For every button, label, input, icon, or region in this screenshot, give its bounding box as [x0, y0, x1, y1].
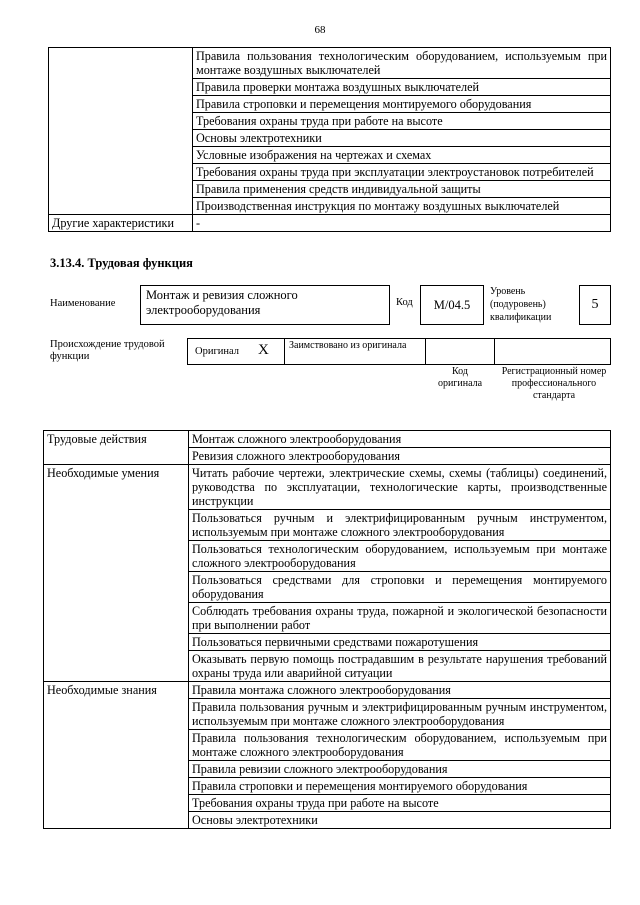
section-item: Пользоваться ручным и электрифицированным ручным инструментом, используемым при монтаже сложного электрооборудования	[189, 510, 611, 541]
original-mark: X	[258, 342, 269, 358]
section-item: Читать рабочие чертежи, электрические схемы, схемы (таблицы) соединений, руководства по эксплуатации, технологические карты, производственные инструкции	[189, 465, 611, 510]
empty-label-cell	[49, 48, 193, 215]
code-value-box	[420, 285, 484, 325]
other-characteristics-label: Другие характеристики	[49, 215, 193, 232]
code-original-caption: Код оригинала	[437, 366, 483, 389]
section-title: 3.13.4. Трудовая функция	[50, 256, 193, 270]
table-row	[44, 465, 611, 510]
name-label: Наименование	[50, 298, 116, 309]
section-item: Ревизия сложного электрооборудования	[189, 448, 611, 465]
section-item: Пользоваться технологическим оборудованием, используемым при монтаже сложного электрооборудования	[189, 541, 611, 572]
level-value-box	[579, 285, 611, 325]
table-row	[49, 48, 611, 79]
page-number: 68	[314, 24, 326, 36]
section-item: Монтаж сложного электрооборудования	[189, 431, 611, 448]
section-item: Требования охраны труда при работе на высоте	[189, 795, 611, 812]
knowledge-item: Условные изображения на чертежах и схемах	[193, 147, 611, 164]
table-row	[44, 431, 611, 448]
origin-boxes	[187, 338, 611, 365]
section-item: Оказывать первую помощь пострадавшим в результате нарушения требований охраны труда или аварийной ситуации	[189, 651, 611, 682]
other-characteristics-value: -	[193, 215, 611, 232]
function-code: M/04.5	[433, 298, 471, 312]
section-label: Необходимые умения	[44, 465, 189, 682]
knowledge-item: Производственная инструкция по монтажу воздушных выключателей	[193, 198, 611, 215]
code-label: Код	[396, 297, 413, 308]
section-item: Правила пользования ручным и электрифицированным ручным инструментом, используемым при монтаже сложного электрооборудования	[189, 699, 611, 730]
origin-label: Происхождение трудовой функции	[50, 339, 165, 362]
section-label: Трудовые действия	[44, 431, 189, 465]
section-item: Основы электротехники	[189, 812, 611, 829]
knowledge-item: Правила проверки монтажа воздушных выключателей	[193, 79, 611, 96]
function-name: Монтаж и ревизия сложного электрооборудования	[146, 288, 298, 317]
function-details-table	[43, 430, 611, 829]
knowledge-item: Правила строповки и перемещения монтируемого оборудования	[193, 96, 611, 113]
section-item: Правила строповки и перемещения монтируемого оборудования	[189, 778, 611, 795]
qualification-level: 5	[591, 297, 599, 312]
function-header	[0, 280, 640, 330]
borrowed-label: Заимствовано из оригинала	[289, 340, 407, 351]
section-item: Пользоваться средствами для строповки и перемещения монтируемого оборудования	[189, 572, 611, 603]
knowledge-item: Правила применения средств индивидуальной защиты	[193, 181, 611, 198]
knowledge-item: Требования охраны труда при эксплуатации электроустановок потребителей	[193, 164, 611, 181]
table-row	[49, 215, 611, 232]
knowledge-item: Правила пользования технологическим оборудованием, используемым при монтаже воздушных выключателей	[193, 48, 611, 79]
top-knowledge-table	[48, 47, 611, 232]
section-item: Пользоваться первичными средствами пожаротушения	[189, 634, 611, 651]
level-label: Уровень (подуровень) квалификации	[490, 286, 552, 323]
section-item: Правила ревизии сложного электрооборудования	[189, 761, 611, 778]
knowledge-item: Основы электротехники	[193, 130, 611, 147]
section-item: Правила пользования технологическим оборудованием, используемым при монтаже сложного электрооборудования	[189, 730, 611, 761]
section-item: Соблюдать требования охраны труда, пожарной и экологической безопасности при выполнении работ	[189, 603, 611, 634]
reg-number-caption: Регистрационный номер профессионального стандарта	[501, 366, 607, 401]
section-item: Правила монтажа сложного электрооборудования	[189, 682, 611, 699]
section-label: Необходимые знания	[44, 682, 189, 829]
knowledge-item: Требования охраны труда при работе на высоте	[193, 113, 611, 130]
table-row	[44, 682, 611, 699]
original-label: Оригинал	[195, 346, 239, 357]
name-value-box	[140, 285, 390, 325]
